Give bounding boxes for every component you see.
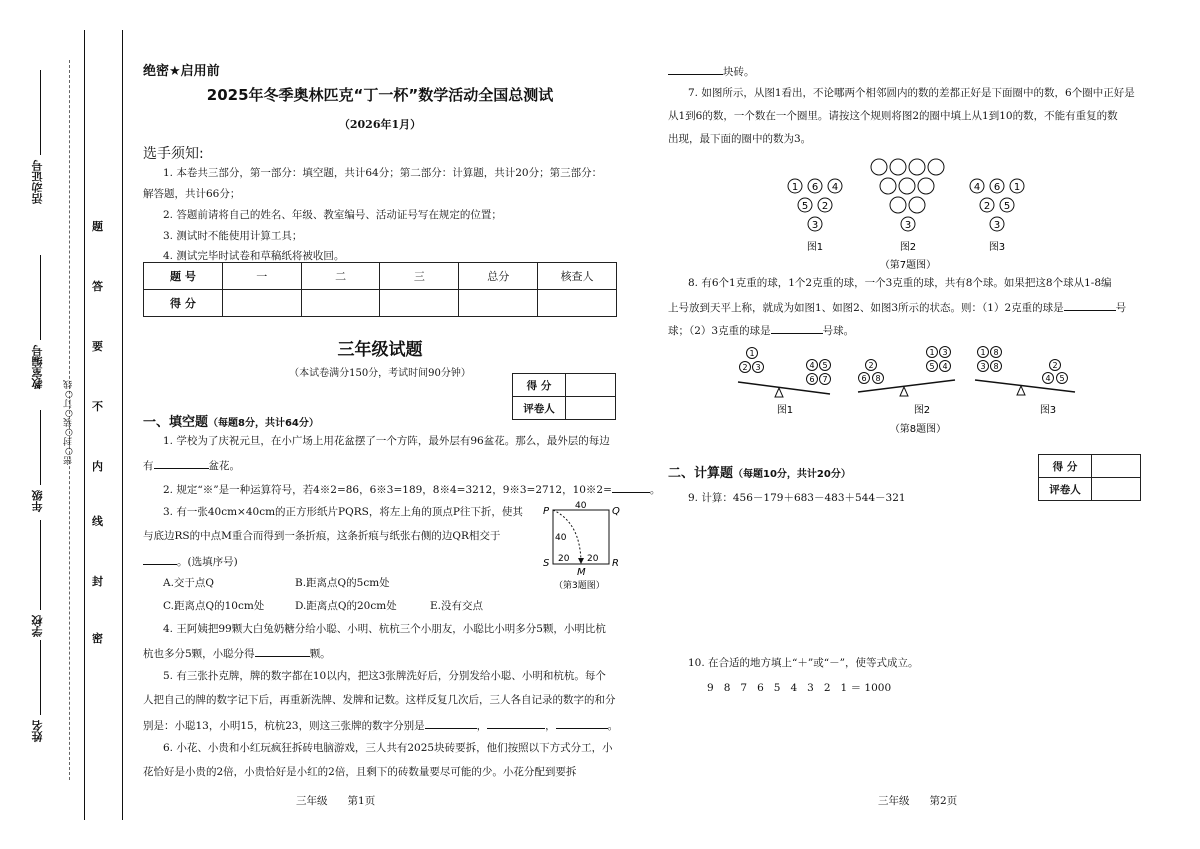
q4-line-1: 4. 王阿姨把99颗大白兔奶糖分给小聪、小明、杭杭三个小朋友，小聪比小明多分5颗，小明比杭 (163, 623, 606, 635)
q7-fig3-num: 5 (1003, 201, 1011, 212)
grade-subtitle: （本试卷满分150分，考试时间90分钟） (289, 368, 471, 379)
q8-text-3-end: 号球。 (822, 325, 855, 337)
q7-fig3-num: 1 (1013, 182, 1021, 193)
q7-fig2-circle[interactable] (871, 159, 887, 175)
classroom-field[interactable] (40, 255, 41, 340)
score-header-cell: 三 (380, 263, 459, 290)
q8-caption: （第8题图） (889, 424, 947, 435)
q7-fig3 (970, 179, 1024, 253)
q2-text: 2. 规定“※”是一种运算符号，若4※2=86，6※3=189，8※4=3212，9※3=2712，10※2= (163, 484, 612, 496)
q8-ball: 1 (929, 348, 935, 357)
q9-answer-area[interactable] (668, 510, 1138, 650)
seal-char-4: 不 (92, 400, 103, 413)
q6-continuation (668, 63, 755, 79)
q8-text-2: 上号放到天平上称，就成为如图1、如图2、如图3所示的状态。则：（1）2克重的球是 (668, 302, 1064, 314)
q8-ball: 2 (742, 363, 748, 372)
notice-2: 2. 答题前请将自己的姓名、年级、教室编号、活动证号写在规定的位置； (163, 209, 502, 221)
q7-fig2-circle[interactable] (880, 178, 896, 194)
q8-ball: 3 (980, 362, 986, 371)
binding-divider (122, 30, 123, 820)
q8-fig1-fulcrum (775, 388, 783, 397)
q4-line-2 (143, 645, 331, 661)
q7-fig2-num: 3 (904, 220, 912, 231)
q5-line-1: 5. 有三张扑克牌，牌的数字都在10以内，把这3张牌洗好后，分别发给小聪、小明和杭杭。每个 (163, 670, 606, 682)
cut-line-text: 密○封○装○订○线 (64, 380, 74, 465)
q3-label-p: P (543, 506, 550, 517)
q8-ball: 4 (1045, 374, 1051, 383)
q4-pre: 杭也多分5颗，小聪分得 (143, 648, 255, 660)
q10-equation[interactable]: 9 8 7 6 5 4 3 2 1 ＝ 1000 (707, 682, 892, 694)
q1-answer-blank[interactable] (154, 457, 209, 469)
binding-divider-inner (84, 30, 85, 820)
score-header-cell: 核查人 (538, 263, 617, 290)
seal-char-3: 要 (92, 340, 103, 353)
q6-answer-blank[interactable] (668, 63, 723, 75)
q3-answer-blank[interactable] (143, 553, 177, 565)
q8-ball: 5 (929, 362, 935, 371)
section2-heading: 二、计算题 (668, 466, 734, 481)
q7-fig3-num: 2 (983, 201, 991, 212)
score-input-cell[interactable] (222, 290, 301, 317)
q8-ball: 4 (942, 362, 948, 371)
q5-line-2: 人把自己的牌的数字记下后，再重新洗牌、发牌和记数。这样反复几次后，三人各自记录的数字的和分 (143, 694, 616, 706)
q3-line-2: 与底边RS的中点M重合而得到一条折痕，这条折痕与纸张右侧的边QR相交于 (143, 530, 501, 542)
notice-1: 1. 本卷共三部分，第一部分：填空题，共计64分；第二部分：计算题，共计20分；第三部分： (163, 167, 603, 179)
score-header-cell: 题 号 (144, 263, 223, 290)
q3-option-d: D.距离点Q的20cm处 (295, 600, 397, 612)
grader-box-2 (1038, 454, 1141, 501)
q7-figure (780, 155, 1050, 273)
grade-label: 年级 (31, 490, 44, 512)
q8-fig2 (858, 347, 955, 417)
q4-post: 颗。 (309, 648, 331, 660)
q7-fig1-num: 6 (811, 182, 819, 193)
q7-fig2-circle[interactable] (899, 178, 915, 194)
seal-char-5: 内 (92, 460, 103, 473)
q8-line-1: 8. 有6个1克重的球，1个2克重的球，一个3克重的球，共有8个球。如果把这8个球从1-8编 (688, 277, 1112, 289)
grader-box-1 (512, 373, 616, 420)
q3-label-q: Q (612, 506, 620, 517)
q8-fig3 (975, 347, 1075, 417)
section1-title (143, 411, 319, 430)
score-input-cell[interactable] (380, 290, 459, 317)
q7-fig1-num: 4 (831, 182, 839, 193)
score-table (143, 262, 617, 317)
q7-caption: （第7题图） (879, 260, 937, 271)
q6-cont-text: 块砖。 (723, 66, 755, 78)
q9-text: 9. 计算：456－179＋683－483＋544－321 (688, 492, 906, 504)
seal-char-2: 答 (92, 280, 103, 293)
q8-ball: 1 (749, 349, 755, 358)
q3-option-b: B.距离点Q的5cm处 (295, 577, 390, 589)
q8-ball: 2 (1052, 361, 1058, 370)
q6-line-1: 6. 小花、小贵和小红玩疯狂拆砖电脑游戏，三人共有2025块砖要拆，他们按照以下方式分工，小 (163, 742, 613, 754)
q7-fig3-num: 4 (973, 182, 981, 193)
q8-fig1 (738, 348, 831, 417)
q8-line-3 (668, 322, 854, 338)
q2-answer-blank[interactable] (612, 481, 650, 493)
q7-fig1-num: 1 (791, 182, 799, 193)
q4-answer-blank[interactable] (255, 645, 310, 657)
q8-ball: 2 (868, 361, 874, 370)
seal-char-1: 题 (92, 220, 103, 233)
q3-line-1: 3. 有一张40cm×40cm的正方形纸片PQRS，将左上角的顶点P往下折，使其 (163, 506, 523, 518)
q6-line-2: 花恰好是小贵的2倍，小贵恰好是小红的2倍，且剩下的砖数量要尽可能的少。小花分配到要拆 (143, 766, 577, 778)
seal-char-6: 线 (92, 515, 103, 528)
q8-ball: 5 (1059, 374, 1065, 383)
q3-label-m: M (577, 567, 586, 578)
grade-title: 三年级试题 (337, 340, 423, 360)
q7-fig3-num: 3 (993, 220, 1001, 231)
q8-fig2-beam (858, 380, 955, 392)
q7-fig1-num: 5 (801, 201, 809, 212)
school-label: 学校 (31, 615, 44, 637)
q8-fig1-label: 图1 (776, 405, 794, 416)
grader-score-cell[interactable] (1092, 455, 1141, 478)
q3-bottom-right: 20 (587, 554, 599, 564)
q8-ball: 5 (822, 361, 828, 370)
q7-fig2-label: 图2 (899, 242, 917, 253)
q7-fig3-num: 6 (993, 182, 1001, 193)
q5-answer-blank-1[interactable] (425, 717, 477, 729)
q7-fig1-label: 图1 (806, 242, 824, 253)
q3-label-r: R (612, 558, 619, 569)
grader-name-cell[interactable] (1092, 478, 1141, 501)
grader-name-label: 评卷人 (1039, 478, 1092, 501)
section2-title (668, 462, 851, 481)
q3-option-c: C.距离点Q的10cm处 (163, 600, 265, 612)
q8-ball: 3 (755, 363, 761, 372)
q3-caption: （第3题图） (554, 581, 605, 591)
q10-text: 10. 在合适的地方填上“＋”或“－”，使等式成立。 (688, 657, 919, 669)
grader-score-label: 得 分 (513, 374, 566, 397)
section2-sub: （每题10分，共计20分） (733, 469, 851, 480)
q8-ball: 7 (822, 375, 828, 384)
q7-fig2-circle[interactable] (918, 178, 934, 194)
score-row-label: 得 分 (144, 290, 223, 317)
notice-3: 3. 测试时不能使用计算工具； (163, 230, 303, 242)
q3-bottom-left: 20 (558, 554, 570, 564)
q5-answer-blank-3[interactable] (556, 717, 608, 729)
score-input-cell[interactable] (301, 290, 380, 317)
q7-fig2-circle[interactable] (890, 197, 906, 213)
confidential-mark: 绝密★启用前 (143, 64, 220, 79)
footer-right: 三年级 第2页 (878, 795, 958, 807)
q5-answer-blank-2[interactable] (487, 717, 545, 729)
q3-label-s: S (543, 558, 550, 569)
notice-1b: 解答题，共计66分； (143, 188, 241, 200)
q8-ball: 3 (942, 348, 948, 357)
q8-fig1-beam (738, 382, 830, 394)
score-header-cell: 一 (222, 263, 301, 290)
q8-answer-blank-1[interactable] (1064, 299, 1116, 311)
q3-option-a: A.交于点Q (163, 577, 215, 589)
q7-line-3: 出现，最下面的圈中的数为3。 (668, 133, 812, 145)
q8-line-2 (668, 299, 1126, 315)
grader-name-label: 评卷人 (513, 397, 566, 420)
score-input-cell[interactable] (459, 290, 538, 317)
footer-left: 三年级 第1页 (296, 795, 376, 807)
exam-title: 2025年冬季奥林匹克“丁一杯”数学活动全国总测试 (206, 86, 554, 104)
q8-fig2-fulcrum (900, 387, 908, 396)
q7-fig3-label: 图3 (988, 242, 1006, 253)
q7-fig2-circle[interactable] (909, 197, 925, 213)
q8-ball: 6 (809, 375, 815, 384)
school-field[interactable] (40, 520, 41, 610)
score-header-cell: 总分 (459, 263, 538, 290)
q7-fig2-circle[interactable] (890, 159, 906, 175)
seal-char-8: 密 (92, 632, 103, 645)
q7-fig2 (871, 159, 944, 253)
q2-line (163, 481, 660, 497)
notice-4: 4. 测试完毕时试卷和草稿纸将被收回。 (163, 250, 345, 262)
grader-score-label: 得 分 (1039, 455, 1092, 478)
q8-ball: 8 (993, 362, 999, 371)
q8-answer-blank-2[interactable] (771, 322, 823, 334)
q7-fig1-num: 2 (821, 201, 829, 212)
q3-hint: 。(选填序号) (177, 556, 238, 568)
activity-field[interactable] (40, 70, 41, 155)
q2-end: 。 (649, 484, 661, 496)
section1-heading: 一、填空题 (143, 415, 209, 430)
q7-fig2-circle[interactable] (909, 159, 925, 175)
score-input-cell[interactable] (538, 290, 617, 317)
q7-fig1-num: 3 (811, 220, 819, 231)
q8-ball: 1 (980, 348, 986, 357)
q8-fig3-fulcrum (1017, 386, 1025, 395)
q7-line-1: 7. 如图所示，从图1看出，不论哪两个相邻圆内的数的差都正好是下面圈中的数，6个圈中正好是 (688, 87, 1135, 99)
exam-date: （2026年1月） (338, 118, 422, 131)
q8-figure (730, 342, 1090, 437)
q8-ball: 6 (861, 374, 867, 383)
name-label: 姓名 (31, 720, 44, 742)
section1-sub: （每题8分，共计64分） (208, 418, 319, 429)
q1-line-2 (143, 457, 240, 473)
q3-left-length: 40 (555, 533, 567, 543)
q1-post: 盆花。 (208, 460, 240, 472)
activity-label: 活动证号 (31, 160, 44, 204)
q8-fig2-label: 图2 (913, 405, 931, 416)
q8-ball: 8 (875, 374, 881, 383)
q3-figure (536, 498, 626, 593)
grade-field[interactable] (40, 410, 41, 485)
q8-ball: 4 (809, 361, 815, 370)
grader-score-cell[interactable] (566, 374, 616, 397)
classroom-label: 教室编号 (31, 345, 44, 389)
q7-fig1 (788, 179, 842, 253)
q7-fig2-circle[interactable] (928, 159, 944, 175)
q7-line-2: 从1到6的数，一个数在一个圈里。请按这个规则将图2的圈中填上从1到10的数，不能有重复的数 (668, 110, 1118, 122)
q8-fig3-label: 图3 (1039, 405, 1057, 416)
q5-line-3: 别是：小聪13，小明15，杭杭23，则这三张牌的数字分别是 ， ， 。 (143, 717, 618, 733)
q3-arrow (578, 558, 584, 564)
q8-text-2-end: 号 (1115, 302, 1127, 314)
q8-ball: 8 (993, 348, 999, 357)
q3-top-length: 40 (575, 501, 587, 511)
notice-title: 选手须知: (143, 146, 204, 162)
q3-option-e: E.没有交点 (430, 600, 484, 612)
name-field[interactable] (40, 640, 41, 715)
q8-text-3: 球；（2）3克重的球是 (668, 325, 771, 337)
q5-text: 别是：小聪13，小明15，杭杭23，则这三张牌的数字分别是 (143, 720, 425, 732)
q3-line-3 (143, 553, 238, 569)
score-header-cell: 二 (301, 263, 380, 290)
grader-name-cell[interactable] (566, 397, 616, 420)
q1-pre: 有 (143, 460, 154, 472)
seal-char-7: 封 (92, 575, 103, 588)
q1-line-1: 1. 学校为了庆祝元旦，在小广场上用花盆摆了一个方阵，最外层有96盆花。那么，最外层的每边 (163, 435, 610, 447)
